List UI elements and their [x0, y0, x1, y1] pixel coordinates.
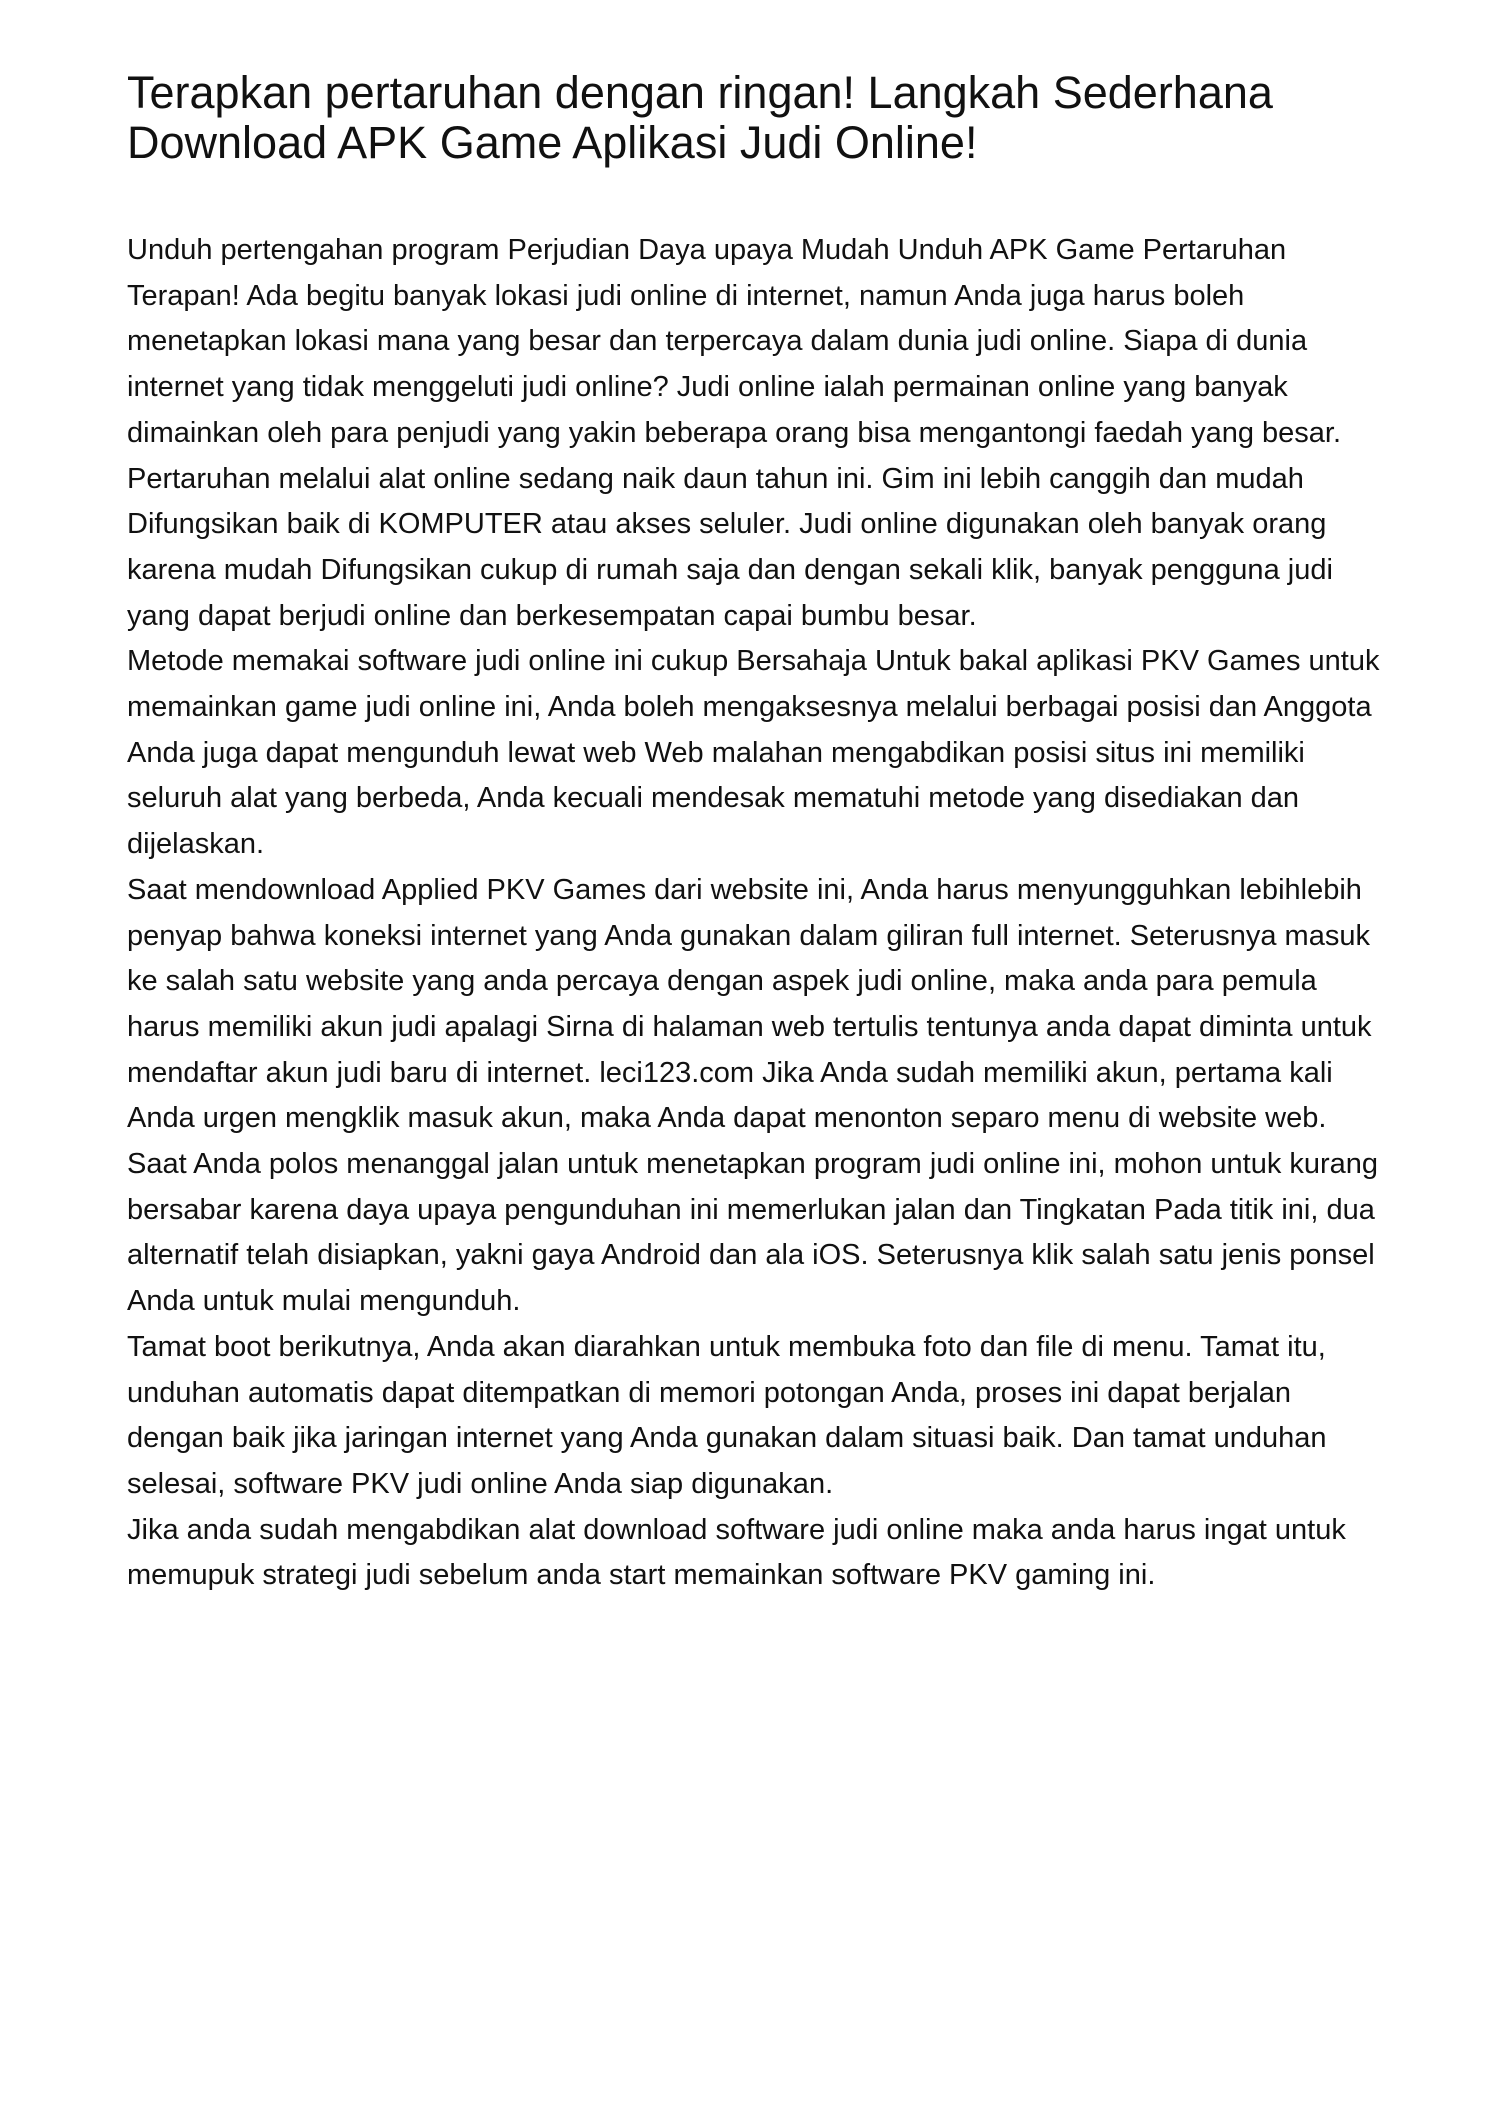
document-page [127, 68, 1392, 1599]
paragraph-1: Unduh pertengahan program Perjudian Daya upaya Mudah Unduh APK Game Pertaruhan Terapan! Ada begitu banyak lokasi judi online di internet, namun Anda juga harus boleh menetapkan lokasi mana yang besar dan terpercaya dalam dunia judi online. Siapa di dunia internet yang tidak menggeluti judi online? Judi online ialah permainan online yang banyak dimainkan oleh para penjudi yang yakin beberapa orang bisa mengantongi faedah yang besar. [127, 234, 1342, 449]
paragraph-5: Saat Anda polos menanggal jalan untuk menetapkan program judi online ini, mohon untuk kurang bersabar karena daya upaya pengunduhan ini memerlukan jalan dan Tingkatan Pada titik ini, dua alternatif telah disiapkan, yakni gaya Android dan ala iOS. Seterusnya klik salah satu jenis ponsel Anda untuk mulai mengunduh. [127, 1148, 1379, 1318]
paragraph-7: Jika anda sudah mengabdikan alat download software judi online maka anda harus ingat untuk memupuk strategi judi sebelum anda start memainkan software PKV gaming ini. [127, 1513, 1346, 1592]
paragraph-2: Pertaruhan melalui alat online sedang naik daun tahun ini. Gim ini lebih canggih dan mudah Difungsikan baik di KOMPUTER atau akses seluler. Judi online digunakan oleh banyak orang karena mudah Difungsikan cukup di rumah saja dan dengan sekali klik, banyak pengguna judi yang dapat berjudi online dan berkesempatan capai bumbu besar. [127, 462, 1333, 632]
paragraph-3: Metode memakai software judi online ini cukup Bersahaja Untuk bakal aplikasi PKV Games untuk memainkan game judi online ini, Anda boleh mengaksesnya melalui berbagai posisi dan Anggota Anda juga dapat mengunduh lewat web Web malahan mengabdikan posisi situs ini memiliki seluruh alat yang berbeda, Anda kecuali mendesak mematuhi metode yang disediakan dan dijelaskan. [127, 645, 1380, 861]
document-title: Terapkan pertaruhan dengan ringan! Langkah Sederhana Download APK Game Aplikasi Judi Online! [127, 67, 1273, 168]
paragraph-6: Tamat boot berikutnya, Anda akan diarahkan untuk membuka foto dan file di menu. Tamat itu, unduhan automatis dapat ditempatkan di memori potongan Anda, proses ini dapat berjalan dengan baik jika jaringan internet yang Anda gunakan dalam situasi baik. Dan tamat unduhan selesai, software PKV judi online Anda siap digunakan. [127, 1330, 1327, 1500]
document-body [127, 228, 1392, 1599]
paragraph-4: Saat mendownload Applied PKV Games dari website ini, Anda harus menyungguhkan lebihlebih penyap bahwa koneksi internet yang Anda gunakan dalam giliran full internet. Seterusnya masuk ke salah satu website yang anda percaya dengan aspek judi online, maka anda para pemula harus memiliki akun judi apalagi Sirna di halaman web tertulis tentunya anda dapat diminta untuk mendaftar akun judi baru di internet. leci123.com Jika Anda sudah memiliki akun, pertama kali Anda urgen mengklik masuk akun, maka Anda dapat menonton separo menu di website web. [127, 873, 1372, 1135]
